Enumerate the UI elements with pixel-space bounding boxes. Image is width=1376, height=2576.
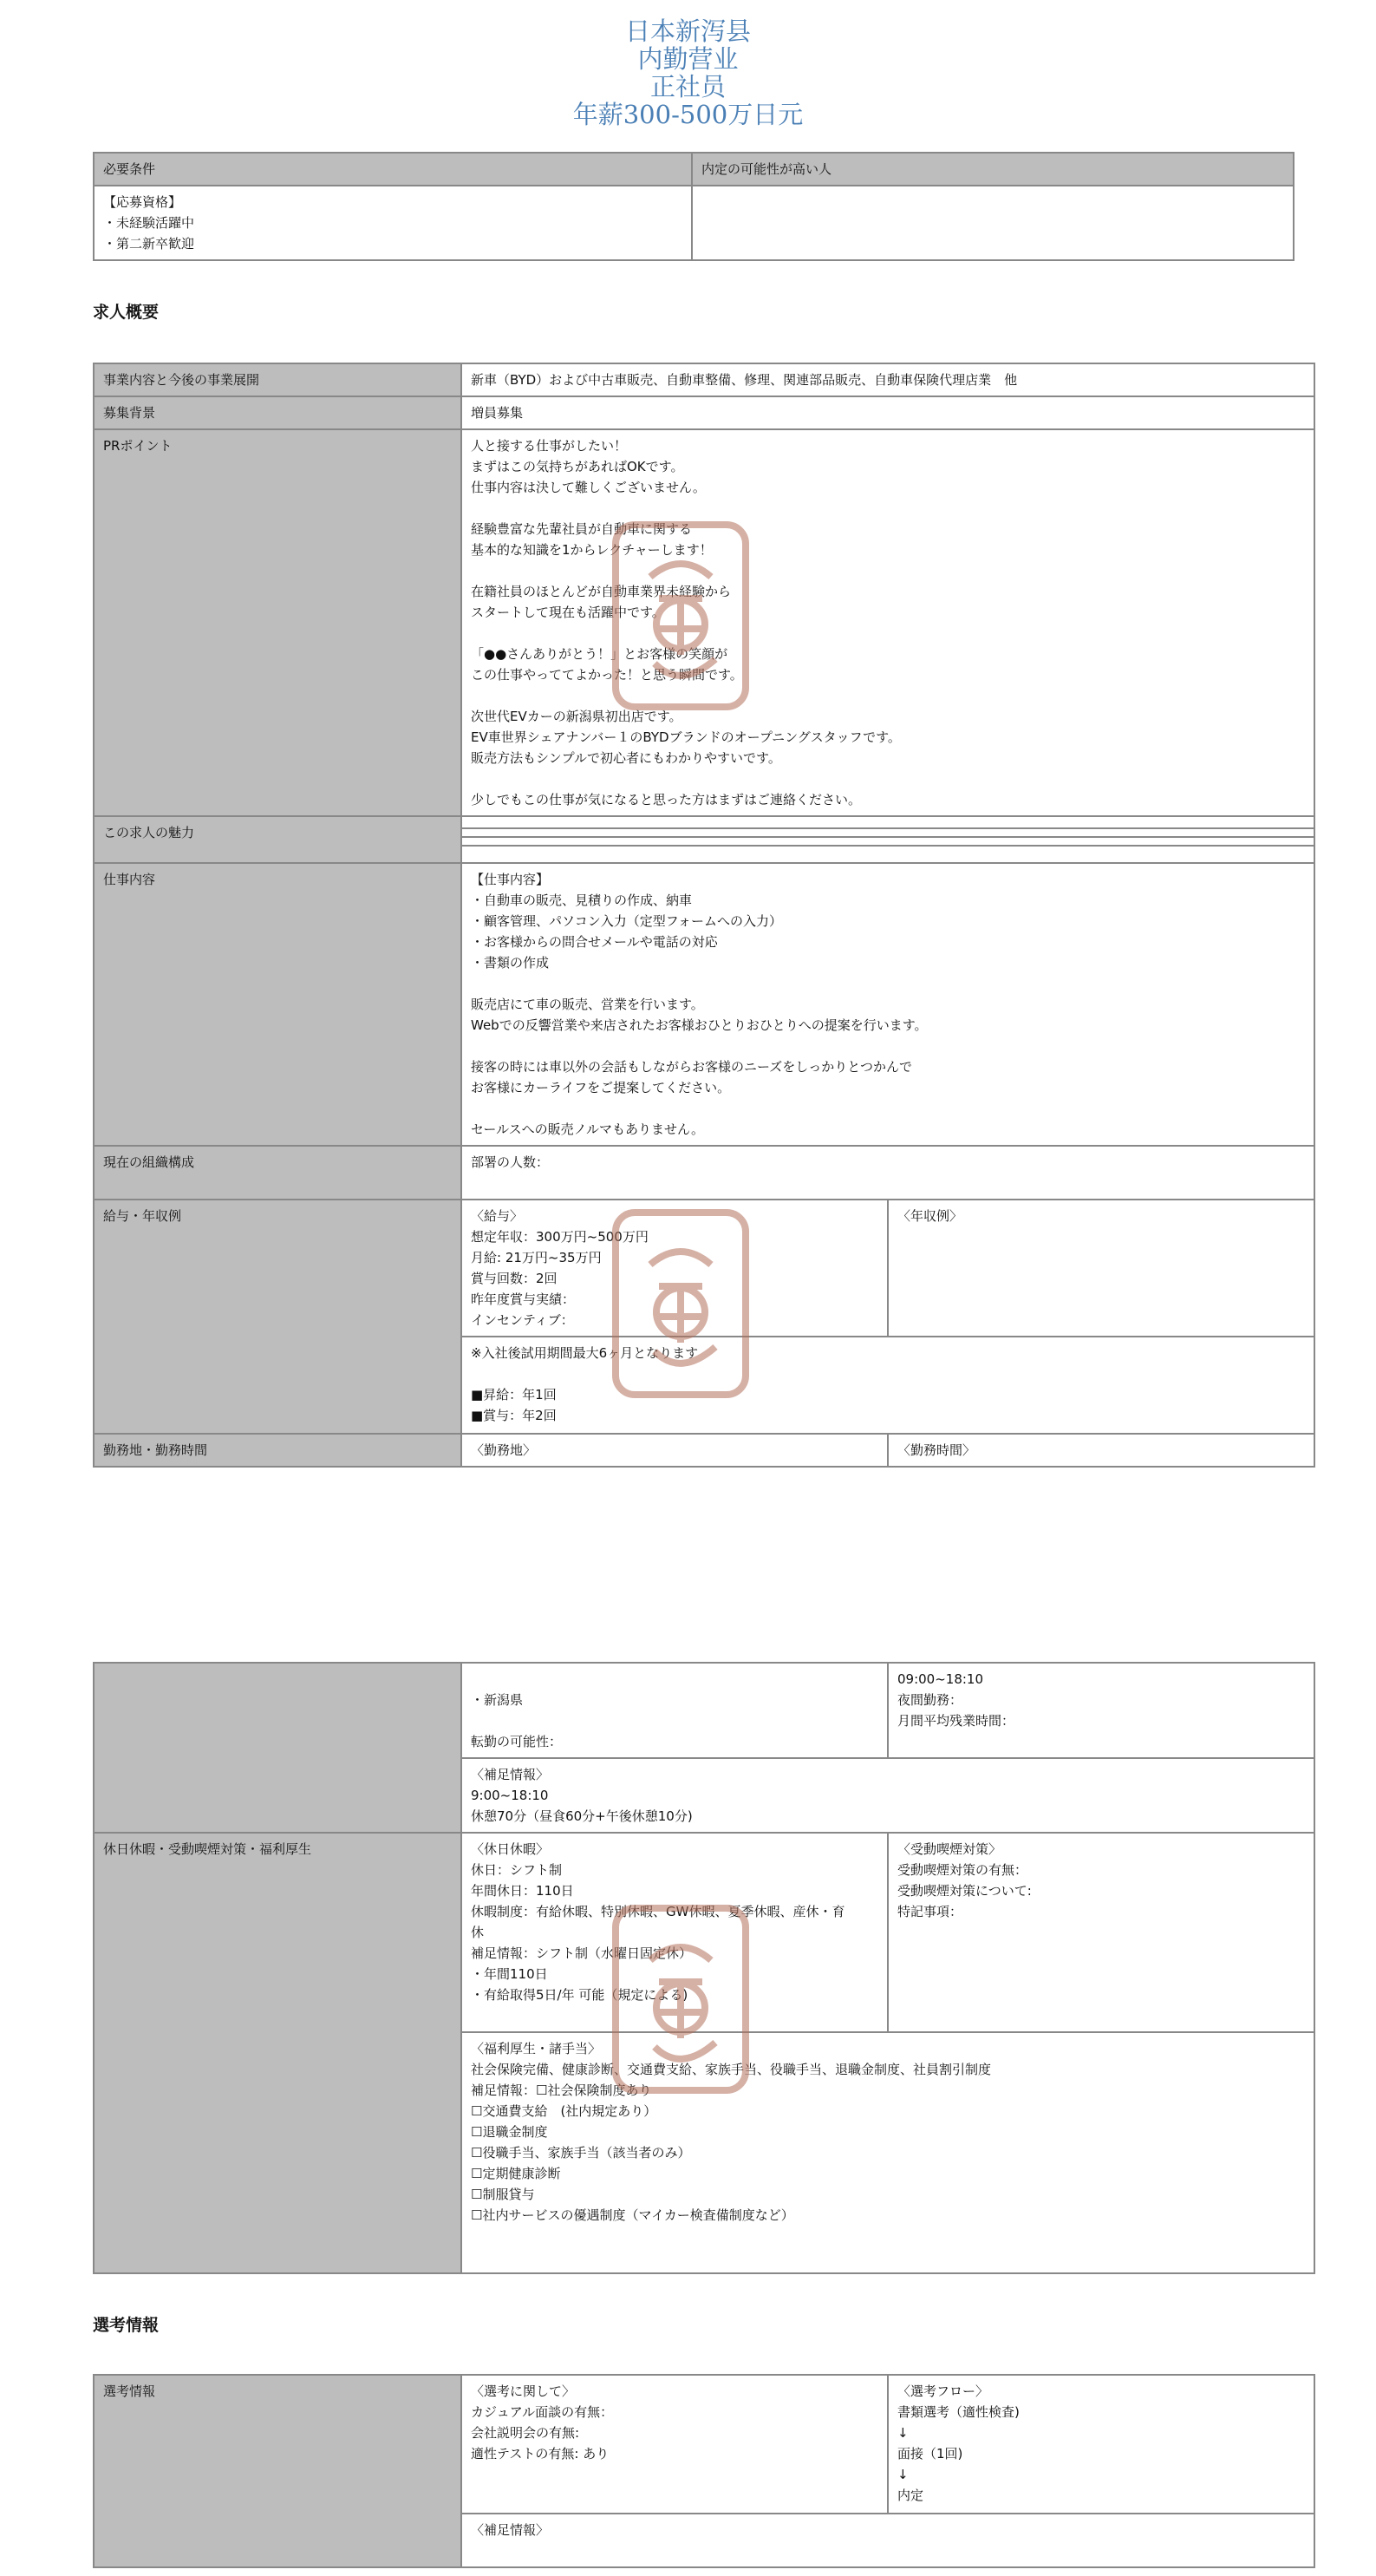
selection-flow-cell [888,2375,1314,2514]
selection-flow-line: ↓ [897,2425,909,2441]
smoking-line: 受動喫煙対策について: [897,1883,1032,1899]
hours-cell [888,1663,1314,1758]
likely-offer-header: 内定の可能性が高い人 [692,153,1294,186]
selection-flow-line: 面接（1回) [897,2446,963,2462]
work-label: 仕事内容 [94,863,461,1146]
pr-line: スタートして現在も活躍中です。 [471,605,665,620]
smoking-line: 受動喫煙対策の有無： [897,1862,1028,1878]
welfare-line: 〈福利厚生・諸手当〉 [471,2041,602,2056]
welfare-line: ☐退職金制度 [471,2124,548,2140]
title-line-3: 正社员 [649,72,726,101]
location-label-continued [94,1663,461,1833]
holiday-line: 〈休日休暇〉 [471,1841,550,1857]
hours-line: 夜間勤務： [897,1692,963,1708]
requirements-cell [94,186,692,260]
salary-line: 〈給与〉 [471,1208,524,1224]
supplement-line: 休憩70分（昼食60分+午後休憩10分) [471,1808,693,1824]
salary-line: インセンティブ： [471,1312,574,1328]
selection-flow-line: 書類選考（適性検査) [897,2404,1020,2420]
pr-line: 「●●さんありがとう！」とお客様の笑顔が [471,646,728,662]
pr-line: 仕事内容は決して難しくございません。 [471,480,706,495]
selection-supplement-cell: 〈補足情報〉 [461,2514,1314,2567]
welfare-line: ☐役職手当、家族手当（該当者のみ） [471,2145,691,2161]
work-line: ・お客様からの問合せメールや電話の対応 [471,934,718,950]
holiday-line: ・年間110日 [471,1966,548,1982]
salary-label: 給与・年収例 [94,1200,461,1434]
welfare-line: ☐交通費支給 (社内規定あり） [471,2103,657,2119]
location-cell [461,1663,888,1758]
job-title-block [0,17,1376,128]
selection-table [93,2374,1315,2568]
seal-stamp-1 [607,516,754,716]
welfare-line: 補足情報：☐社会保険制度あり [471,2082,652,2098]
selection-about-cell [461,2375,888,2514]
org-value: 部署の人数： [461,1146,1314,1200]
hours-line: 09:00~18:10 [897,1671,984,1687]
selection-flow-line: ↓ [897,2467,909,2482]
pr-line: 人と接する仕事がしたい！ [471,438,628,454]
section-heading-selection: 選考情報 [93,2316,160,2335]
business-label: 事業内容と今後の事業展開 [94,363,461,396]
holiday-line: 年間休日：110日 [471,1883,574,1899]
salary-note-cell [461,1337,1314,1434]
work-line: 【仕事内容】 [471,872,550,887]
smoking-cell [888,1833,1314,2032]
seal-stamp-2 [607,1204,754,1403]
section-heading-overview: 求人概要 [93,303,160,322]
holiday-line: ・有給取得5日/年 可能（規定による) [471,1987,688,2003]
smoking-line: 〈受動喫煙対策〉 [897,1841,1002,1857]
hours-supplement-cell [461,1758,1314,1833]
salary-line: 賞与回数：2回 [471,1271,558,1286]
background-label: 募集背景 [94,396,461,429]
holiday-line: 補足情報：シフト制（水曜日固定休） [471,1945,693,1961]
work-cell [461,863,1314,1146]
salary-line: 想定年収：300万円~500万円 [471,1229,649,1245]
title-line-2: 内勤营业 [637,44,739,74]
pr-line: まずはこの気持ちがあればOKです。 [471,459,684,474]
pr-label: PRポイント [94,429,461,816]
work-line: ・自動車の販売、見積りの作成、納車 [471,892,693,908]
holiday-label: 休日休暇・受動喫煙対策・福利厚生 [94,1833,461,2273]
welfare-cell [461,2032,1314,2273]
requirements-header: 必要条件 [94,153,692,186]
pr-line: 在籍社員のほとんどが自動車業界未経験から [471,584,732,599]
supplement-line: 9:00~18:10 [471,1788,549,1803]
salary-note-line: ■賞与：年2回 [471,1408,557,1423]
holiday-line: 休暇制度：有給休暇、特別休暇、GW休暇、夏季休暇、産休・育 [471,1904,845,1919]
background-value: 増員募集 [461,396,1314,429]
work-line: ・書類の作成 [471,955,550,971]
pr-line: 販売方法もシンプルで初心者にもわかりやすいです。 [471,750,781,766]
hours-line: 月間平均残業時間： [897,1713,1015,1729]
pr-line: 基本的な知識を1からレクチャーします！ [471,542,713,558]
welfare-line: 社会保険完備、健康診断、交通費支給、家族手当、役職手当、退職金制度、社員割引制度 [471,2062,992,2077]
pr-line: 次世代EVカーの新潟県初出店です。 [471,709,682,724]
selection-flow-line: 〈選考フロー〉 [897,2383,989,2399]
location-label: 勤務地・勤務時間 [94,1434,461,1467]
appeal-cell [461,816,1314,863]
org-label: 現在の組織構成 [94,1146,461,1200]
welfare-line: ☐社内サービスの優遇制度（マイカー検査備制度など） [471,2207,794,2223]
seal-stamp-3 [607,1899,754,2099]
welfare-line: ☐定期健康診断 [471,2166,561,2181]
req-line: ・未経験活躍中 [103,215,195,231]
work-line: 販売店にて車の販売、営業を行います。 [471,997,704,1012]
title-line-4: 年薪300-500万日元 [572,100,804,129]
work-line: 接客の時には車以外の会話もしながらお客様のニーズをしっかりとつかんで [471,1059,912,1075]
selection-flow-line: 内定 [897,2488,924,2503]
title-line-1: 日本新泻县 [624,16,751,46]
welfare-line: ☐制服貸与 [471,2187,535,2202]
work-line: お客様にカーライフをご提案してください。 [471,1080,731,1095]
salary-line: 月給: 21万円~35万円 [471,1250,602,1265]
selection-about-line: 適性テストの有無: あり [471,2446,610,2462]
pr-cell [461,429,1314,816]
salary-line: 昨年度賞与実績： [471,1291,576,1307]
likely-offer-cell [692,186,1294,260]
work-line: ・顧客管理、パソコン入力（定型フォームへの入力） [471,913,782,929]
work-line: Webでの反響営業や来店されたお客様おひとりおひとりへの提案を行います。 [471,1017,928,1033]
salary-note-line: ※入社後試用期間最大6ヶ月となります [471,1345,699,1361]
supplement-line: 〈補足情報〉 [471,1767,550,1782]
work-line: セールスへの販売ノルマもありません。 [471,1121,704,1137]
pr-line: EV車世界シェアナンバー１のBYDブランドのオープニングスタッフです。 [471,729,901,745]
hours-head: 〈勤務時間〉 [888,1434,1314,1467]
pr-line: 少しでもこの仕事が気になると思った方はまずはご連絡ください。 [471,792,862,807]
location-line: 転勤の可能性： [471,1734,563,1749]
location-line: ・新潟県 [471,1692,524,1708]
selection-label: 選考情報 [94,2375,461,2567]
salary-note-line: ■昇給：年1回 [471,1387,557,1402]
pr-line: 経験豊富な先輩社員が自動車に関する [471,521,693,537]
pr-line: この仕事やっててよかった！と思う瞬間です。 [471,667,743,683]
annual-example-cell: 〈年収例〉 [888,1200,1314,1337]
req-line: 【応募資格】 [103,194,182,210]
selection-about-line: 会社説明会の有無: [471,2425,580,2441]
req-line: ・第二新卒歓迎 [103,236,195,252]
requirements-table [93,152,1294,261]
holiday-line: 休 [471,1925,485,1940]
smoking-line: 特記事項： [897,1904,963,1919]
selection-about-line: カジュアル面談の有無： [471,2404,614,2420]
appeal-label: この求人の魅力 [94,816,461,863]
selection-about-line: 〈選考に関して〉 [471,2383,576,2399]
business-value: 新車（BYD）および中古車販売、自動車整備、修理、関連部品販売、自動車保険代理店業 他 [461,363,1314,396]
location-head: 〈勤務地〉 [461,1434,888,1467]
holiday-line: 休日：シフト制 [471,1862,563,1878]
